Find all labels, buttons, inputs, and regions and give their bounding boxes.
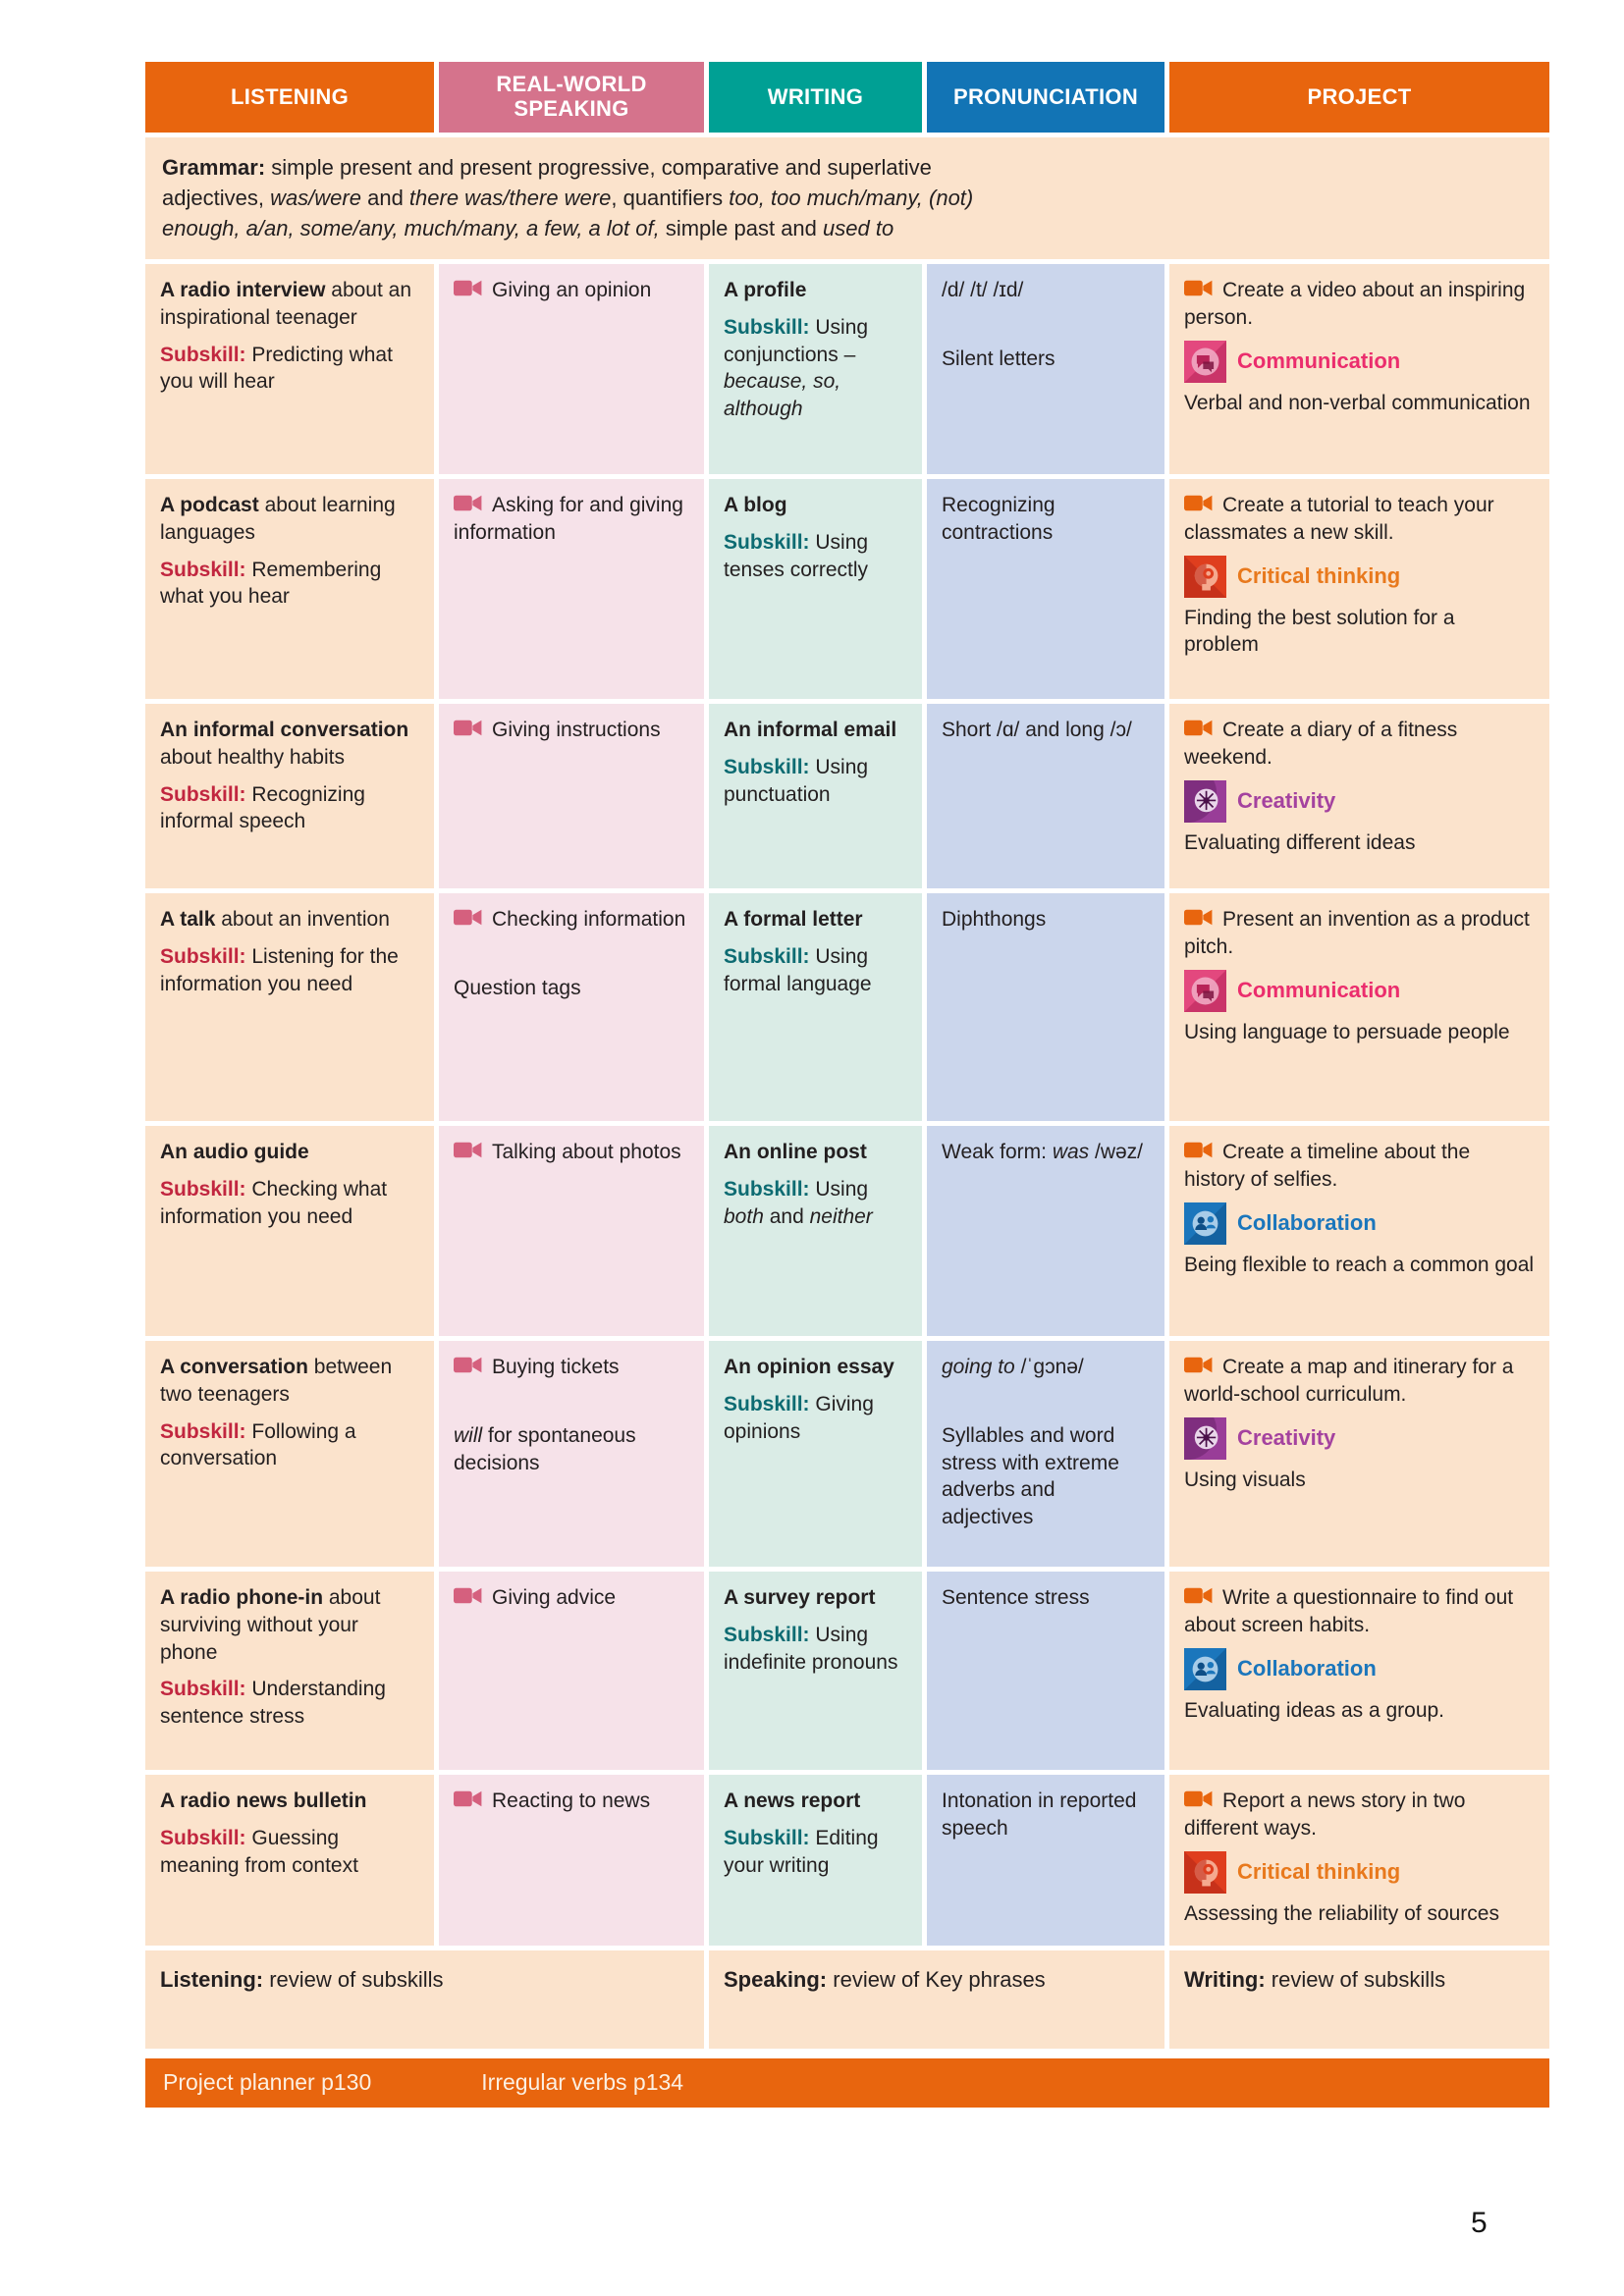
- text-segment: Subskill:: [724, 1392, 810, 1415]
- text-segment: Using indefinite pronouns: [724, 1623, 898, 1674]
- text-segment: was/were: [270, 186, 361, 211]
- text-segment: Subskill:: [160, 1678, 246, 1701]
- text-segment: review of Key phrases: [827, 1966, 1046, 1992]
- header-writing: WRITING: [709, 62, 922, 133]
- paragraph: [454, 906, 689, 934]
- text-segment: Report a news story in two different ways.: [1184, 1789, 1466, 1840]
- paragraph: [942, 1788, 1150, 1842]
- paragraph: [1184, 1252, 1535, 1279]
- cell-project: [1169, 1572, 1549, 1770]
- cell-writing: [709, 264, 922, 474]
- paragraph: [160, 1176, 419, 1231]
- text-segment: Reacting to news: [492, 1789, 651, 1812]
- text-segment: Subskill:: [160, 1826, 246, 1849]
- cell-pronunciation: [927, 264, 1164, 474]
- text-segment: A podcast: [160, 493, 259, 516]
- text-segment: Using language to persuade people: [1184, 1020, 1510, 1043]
- text-segment: Giving advice: [492, 1585, 617, 1609]
- text-segment: Following a conversation: [160, 1419, 356, 1470]
- paragraph: [1184, 1467, 1535, 1494]
- text-segment: /wəz/: [1089, 1140, 1144, 1163]
- text-segment: going to: [942, 1355, 1015, 1378]
- paragraph: [724, 314, 907, 424]
- text-segment: simple present and present progressive, comparative and superlative adjectives,: [162, 155, 932, 211]
- review-cell-2: [1169, 1950, 1549, 2049]
- paragraph: [160, 492, 419, 547]
- text-segment: Subskill:: [724, 315, 810, 339]
- paragraph: [160, 717, 419, 772]
- text-segment: between two teenagers: [160, 1355, 393, 1406]
- text-segment: because, so, although: [724, 370, 841, 421]
- text-segment: will: [454, 1423, 483, 1447]
- paragraph: [1184, 1584, 1535, 1639]
- skill-label: Collaboration: [1237, 1656, 1377, 1682]
- text-segment: both: [724, 1204, 764, 1228]
- text-segment: used to: [823, 216, 894, 241]
- text-segment: for spontaneous decisions: [454, 1423, 636, 1474]
- text-segment: Create a timeline about the history of selfies.: [1184, 1140, 1471, 1191]
- cell-writing: [709, 893, 922, 1121]
- paragraph: [160, 1139, 419, 1166]
- text-segment: Subskill:: [160, 558, 246, 581]
- paragraph: [724, 1139, 907, 1166]
- skill-communication: [1184, 341, 1535, 383]
- cell-listening: [145, 479, 434, 699]
- text-segment: A radio news bulletin: [160, 1789, 367, 1812]
- paragraph: [160, 1825, 419, 1880]
- paragraph: [1184, 1354, 1535, 1409]
- cell-listening: [145, 704, 434, 888]
- paragraph: [942, 492, 1150, 547]
- text-segment: Understanding sentence stress: [160, 1678, 386, 1729]
- cell-pronunciation: [927, 893, 1164, 1121]
- text-segment: Using tenses correctly: [724, 530, 869, 581]
- skill-label: Creativity: [1237, 1425, 1336, 1451]
- paragraph: [1184, 717, 1535, 772]
- text-segment: review of subskills: [263, 1966, 444, 1992]
- collaboration-icon: [1184, 1648, 1226, 1690]
- video-camera-icon: [454, 493, 484, 511]
- cell-speaking: [439, 264, 704, 474]
- video-camera-icon: [454, 1585, 484, 1604]
- video-camera-icon: [1184, 1355, 1215, 1373]
- skill-critical-thinking: [1184, 556, 1535, 598]
- text-segment: Recognizing contractions: [942, 493, 1056, 544]
- page-number: 5: [1471, 2207, 1488, 2239]
- text-segment: Create a diary of a fitness weekend.: [1184, 718, 1458, 769]
- text-segment: Question tags: [454, 976, 581, 999]
- video-camera-icon: [1184, 1140, 1215, 1158]
- grammar-text: [162, 152, 1031, 244]
- text-segment: Recognizing informal speech: [160, 782, 365, 833]
- cell-project: [1169, 479, 1549, 699]
- paragraph: [942, 1354, 1150, 1381]
- collaboration-icon: [1184, 1202, 1226, 1245]
- video-camera-icon: [454, 718, 484, 736]
- text-segment: Finding the best solution for a problem: [1184, 606, 1455, 657]
- text-segment: An informal conversation: [160, 718, 409, 741]
- skill-collaboration: [1184, 1648, 1535, 1690]
- text-segment: Assessing the reliability of sources: [1184, 1901, 1499, 1925]
- paragraph: [1184, 1900, 1535, 1928]
- text-segment: Syllables and word stress with extreme adverbs and adjectives: [942, 1423, 1119, 1529]
- text-segment: Speaking:: [724, 1966, 828, 1992]
- paragraph: [724, 1391, 907, 1446]
- paragraph: [1184, 1788, 1535, 1842]
- header-pronunciation: PRONUNCIATION: [927, 62, 1164, 133]
- paragraph: [160, 277, 419, 332]
- footer-project-planner: Project planner p130: [163, 2069, 372, 2096]
- text-segment: Remembering what you hear: [160, 558, 382, 609]
- paragraph: [724, 1622, 907, 1677]
- text-segment: Diphthongs: [942, 907, 1047, 931]
- text-segment: An online post: [724, 1140, 867, 1163]
- text-segment: Write a questionnaire to find out about screen habits.: [1184, 1585, 1514, 1636]
- cell-listening: [145, 264, 434, 474]
- cell-pronunciation: [927, 1572, 1164, 1770]
- text-segment: and: [360, 186, 409, 211]
- paragraph: [724, 1354, 907, 1381]
- text-segment: Using punctuation: [724, 755, 869, 806]
- text-segment: Subskill:: [160, 782, 246, 806]
- paragraph: [160, 1788, 419, 1815]
- cell-pronunciation: [927, 704, 1164, 888]
- text-segment: Using: [809, 1177, 869, 1201]
- cell-writing: [709, 1341, 922, 1567]
- footer-bar: [145, 2058, 1549, 2108]
- text-segment: Present an invention as a product pitch.: [1184, 907, 1530, 958]
- review-cell-0: [145, 1950, 704, 2049]
- text-segment: A conversation: [160, 1355, 308, 1378]
- video-camera-icon: [1184, 278, 1215, 296]
- text-segment: A blog: [724, 493, 787, 516]
- critical-thinking-icon: [1184, 556, 1226, 598]
- video-camera-icon: [454, 907, 484, 926]
- text-segment: An opinion essay: [724, 1355, 894, 1378]
- cell-speaking: [439, 1126, 704, 1336]
- text-segment: Subskill:: [724, 530, 810, 554]
- paragraph: [160, 1354, 419, 1409]
- critical-thinking-icon: [1184, 1851, 1226, 1894]
- footer-irregular-verbs: Irregular verbs p134: [481, 2069, 684, 2096]
- text-segment: Create a video about an inspiring person.: [1184, 278, 1526, 329]
- cell-speaking: [439, 1572, 704, 1770]
- paragraph: [160, 943, 419, 998]
- paragraph: [454, 1139, 689, 1166]
- text-segment: A survey report: [724, 1585, 876, 1609]
- paragraph: [160, 557, 419, 612]
- grammar-row: [145, 137, 1549, 259]
- paragraph: [724, 1825, 907, 1880]
- text-segment: Subskill:: [160, 1177, 246, 1201]
- cell-pronunciation: [927, 1126, 1164, 1336]
- skill-label: Critical thinking: [1237, 563, 1401, 589]
- cell-speaking: [439, 893, 704, 1121]
- paragraph: [1184, 390, 1535, 417]
- paragraph: [724, 277, 907, 304]
- text-segment: Weak form:: [942, 1140, 1053, 1163]
- paragraph: [160, 1418, 419, 1473]
- paragraph: [454, 1584, 689, 1612]
- text-segment: /ˈɡɔnə/: [1014, 1355, 1084, 1378]
- paragraph: [454, 1422, 689, 1477]
- skill-creativity: [1184, 1417, 1535, 1460]
- text-segment: A formal letter: [724, 907, 863, 931]
- text-segment: about an invention: [215, 907, 390, 931]
- paragraph: [1184, 1019, 1535, 1046]
- text-segment: Subskill:: [160, 343, 246, 366]
- video-camera-icon: [1184, 493, 1215, 511]
- paragraph: [724, 492, 907, 519]
- text-segment: Writing:: [1184, 1966, 1266, 1992]
- paragraph: [454, 277, 689, 304]
- paragraph: [942, 346, 1150, 373]
- text-segment: A talk: [160, 907, 216, 931]
- paragraph: [454, 717, 689, 744]
- text-segment: A profile: [724, 278, 807, 301]
- skill-communication: [1184, 970, 1535, 1012]
- text-segment: Create a tutorial to teach your classmates a new skill.: [1184, 493, 1494, 544]
- skill-critical-thinking: [1184, 1851, 1535, 1894]
- paragraph: [454, 1354, 689, 1381]
- paragraph: [1184, 1139, 1535, 1194]
- text-segment: An informal email: [724, 718, 897, 741]
- text-segment: too, too much/many, (not) enough, a/an, some/any, much/many, a few, a lot of,: [162, 186, 974, 241]
- paragraph: [942, 717, 1150, 744]
- cell-project: [1169, 1126, 1549, 1336]
- text-segment: Create a map and itinerary for a world-school curriculum.: [1184, 1355, 1514, 1406]
- skill-label: Creativity: [1237, 788, 1336, 814]
- creativity-icon: [1184, 1417, 1226, 1460]
- skill-label: Critical thinking: [1237, 1859, 1401, 1885]
- communication-icon: [1184, 970, 1226, 1012]
- paragraph: [454, 492, 689, 547]
- cell-speaking: [439, 704, 704, 888]
- cell-writing: [709, 1572, 922, 1770]
- paragraph: [454, 975, 689, 1002]
- cell-writing: [709, 1775, 922, 1946]
- paragraph: [942, 1584, 1150, 1612]
- text-segment: there was/there were: [408, 186, 612, 211]
- text-segment: /d/ /t/ /ɪd/: [942, 278, 1024, 301]
- text-segment: about healthy habits: [160, 745, 345, 769]
- syllabus-sheet: [145, 62, 1549, 2108]
- paragraph: [1184, 1697, 1535, 1725]
- video-camera-icon: [1184, 1585, 1215, 1604]
- paragraph: [724, 717, 907, 744]
- cell-writing: [709, 704, 922, 888]
- cell-pronunciation: [927, 1341, 1164, 1567]
- text-segment: Checking information: [492, 907, 686, 931]
- cell-listening: [145, 1341, 434, 1567]
- paragraph: [160, 1676, 419, 1731]
- text-segment: review of subskills: [1265, 1966, 1446, 1992]
- text-segment: Intonation in reported speech: [942, 1789, 1137, 1840]
- text-segment: was: [1052, 1140, 1090, 1163]
- paragraph: [724, 529, 907, 584]
- cell-listening: [145, 1775, 434, 1946]
- text-segment: , quantifiers: [611, 186, 730, 211]
- paragraph: [724, 1176, 907, 1231]
- text-segment: Grammar:: [162, 155, 272, 180]
- video-camera-icon: [454, 1355, 484, 1373]
- text-segment: Editing your writing: [724, 1826, 879, 1877]
- paragraph: [942, 1422, 1150, 1532]
- cell-writing: [709, 479, 922, 699]
- text-segment: Listening:: [160, 1966, 264, 1992]
- text-segment: Sentence stress: [942, 1585, 1090, 1609]
- text-segment: Buying tickets: [492, 1355, 620, 1378]
- paragraph: [1184, 906, 1535, 961]
- cell-listening: [145, 1126, 434, 1336]
- text-segment: about learning languages: [160, 493, 396, 544]
- paragraph: [942, 277, 1150, 304]
- text-segment: Giving instructions: [492, 718, 661, 741]
- creativity-icon: [1184, 780, 1226, 823]
- cell-speaking: [439, 1775, 704, 1946]
- text-segment: about surviving without your phone: [160, 1585, 381, 1664]
- text-segment: neither: [809, 1204, 873, 1228]
- cell-listening: [145, 893, 434, 1121]
- header-speaking: REAL-WORLD SPEAKING: [439, 62, 704, 133]
- header-project: PROJECT: [1169, 62, 1549, 133]
- cell-project: [1169, 1775, 1549, 1946]
- paragraph: [1184, 492, 1535, 547]
- text-segment: Subskill:: [724, 755, 810, 778]
- paragraph: [1184, 277, 1535, 332]
- text-segment: Subskill:: [724, 944, 810, 968]
- text-segment: Checking what information you need: [160, 1177, 388, 1228]
- text-segment: Short /ɑ/ and long /ɔ/: [942, 718, 1132, 741]
- paragraph: [942, 1139, 1150, 1166]
- skill-label: Communication: [1237, 978, 1401, 1003]
- text-segment: simple past and: [659, 216, 824, 241]
- cell-speaking: [439, 1341, 704, 1567]
- text-segment: Giving opinions: [724, 1392, 874, 1443]
- skill-creativity: [1184, 780, 1535, 823]
- skill-label: Collaboration: [1237, 1210, 1377, 1236]
- video-camera-icon: [1184, 718, 1215, 736]
- video-camera-icon: [1184, 1789, 1215, 1807]
- text-segment: Asking for and giving information: [454, 493, 683, 544]
- paragraph: [724, 1584, 907, 1612]
- text-segment: Using visuals: [1184, 1468, 1306, 1491]
- text-segment: A news report: [724, 1789, 861, 1812]
- video-camera-icon: [454, 278, 484, 296]
- paragraph: [724, 943, 907, 998]
- text-segment: and: [763, 1204, 810, 1228]
- paragraph: [160, 906, 419, 934]
- text-segment: Predicting what you will hear: [160, 343, 393, 394]
- paragraph: [1184, 605, 1535, 660]
- paragraph: [942, 906, 1150, 934]
- paragraph: [724, 754, 907, 809]
- communication-icon: [1184, 341, 1226, 383]
- text-segment: Subskill:: [724, 1623, 810, 1646]
- text-segment: Using formal language: [724, 944, 872, 995]
- paragraph: [724, 906, 907, 934]
- cell-pronunciation: [927, 479, 1164, 699]
- text-segment: Subskill:: [724, 1826, 810, 1849]
- review-cell-1: [709, 1950, 1164, 2049]
- text-segment: Subskill:: [724, 1177, 810, 1201]
- text-segment: Guessing meaning from context: [160, 1826, 358, 1877]
- cell-listening: [145, 1572, 434, 1770]
- text-segment: Evaluating different ideas: [1184, 830, 1416, 854]
- text-segment: Listening for the information you need: [160, 944, 399, 995]
- text-segment: Verbal and non-verbal communication: [1184, 391, 1531, 414]
- skill-label: Communication: [1237, 348, 1401, 374]
- cell-project: [1169, 893, 1549, 1121]
- cell-project: [1169, 704, 1549, 888]
- header-listening: LISTENING: [145, 62, 434, 133]
- skill-collaboration: [1184, 1202, 1535, 1245]
- text-segment: An audio guide: [160, 1140, 309, 1163]
- cell-speaking: [439, 479, 704, 699]
- paragraph: [160, 781, 419, 836]
- cell-project: [1169, 264, 1549, 474]
- paragraph: [454, 1788, 689, 1815]
- text-segment: about an inspirational teenager: [160, 278, 412, 329]
- paragraph: [1184, 829, 1535, 857]
- paragraph: [724, 1788, 907, 1815]
- text-segment: Giving an opinion: [492, 278, 652, 301]
- text-segment: Subskill:: [160, 944, 246, 968]
- cell-pronunciation: [927, 1775, 1164, 1946]
- text-segment: Silent letters: [942, 347, 1056, 370]
- text-segment: A radio interview: [160, 278, 326, 301]
- text-segment: A radio phone-in: [160, 1585, 324, 1609]
- text-segment: Using conjunctions –: [724, 315, 869, 366]
- text-segment: Evaluating ideas as a group.: [1184, 1698, 1445, 1722]
- text-segment: Talking about photos: [492, 1140, 681, 1163]
- video-camera-icon: [454, 1789, 484, 1807]
- cell-writing: [709, 1126, 922, 1336]
- cell-project: [1169, 1341, 1549, 1567]
- video-camera-icon: [1184, 907, 1215, 926]
- paragraph: [160, 1584, 419, 1667]
- text-segment: Being flexible to reach a common goal: [1184, 1253, 1535, 1276]
- syllabus-table: [145, 62, 1549, 2049]
- text-segment: Subskill:: [160, 1419, 246, 1443]
- video-camera-icon: [454, 1140, 484, 1158]
- paragraph: [160, 342, 419, 397]
